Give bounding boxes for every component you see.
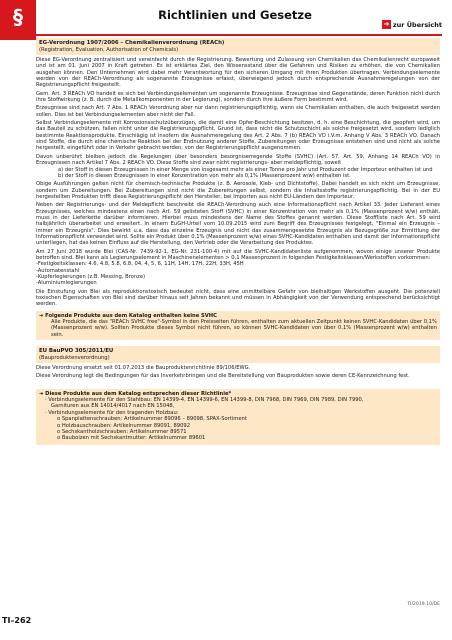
bullet-item: · Verbindungselemente für den tragenden Holzbau: xyxy=(45,409,179,416)
material-line: -Kupferlegierungen (z.B. Messing, Bronze) xyxy=(36,274,146,280)
list-item: a) der Stoff in diesen Erzeugnissen in einer Menge von insgesamt mehr als einer Tonne pro Jahr und Produzent oder Importeur enthalten ist und xyxy=(58,166,433,173)
page-number: TI–262 xyxy=(2,616,32,625)
main-content xyxy=(36,38,440,445)
sub-bullet-item: o Holzbauschrauben: Artikelnummer 89091, 89092 xyxy=(57,422,190,429)
toc-link[interactable] xyxy=(382,20,442,29)
paragraph: Diese Verordnung ersetzt seit 01.07.2013 die Bauproduktenrichtlinie 89/106/EWG. xyxy=(36,365,251,372)
sub-bullet-item: o Bauboizen mit Sechskantmutter: Artikelnummer 89601 xyxy=(57,435,206,442)
material-line: -Automatenstahl xyxy=(36,267,80,274)
reach-heading: EG-Verordnung 1907/2006 – Chemikalienverordnung (REACh) xyxy=(39,40,225,46)
svhc-info-box xyxy=(36,311,440,340)
title-divider xyxy=(36,34,442,36)
list-item: b) der Stoff in diesen Erzeugnissen in einer Konzentration von mehr als 0,1% (Massenprozent w/w) enthalten ist. xyxy=(58,172,351,179)
paragraph: Obige Ausführungen gelten nicht für chemisch-technische Produkte (z. B. Aerosole, Kleb- und Dichtstoffe). Dabei handelt es sich nicht um Erzeugnisse, sondern um Zubereitungen. Bei Zubereitungen sind nicht die Zubereitungen selbst, sondern die Inhaltsstoffe registrierungspflichtig. Bei in der EU hergestellten Produkten trifft diese Registrierungspflicht den Hersteller, bei Importen aus nicht EU-Ländern den Importeur. xyxy=(36,181,440,200)
baupvo-heading: EU BauPVO 305/2011/EU xyxy=(39,348,114,355)
paragraph: Selbst Verbindungselemente mit Korrosionsschutzüberzügen, die damit eine Opfer-Beschichtung besitzen, d. h. eine Beschichtung, die geopfert wird, um das Bauteil zu schützen, fallen nicht unter die Registrierungspflicht. Grund ist, dass nicht die Schutzschicht als solche freigesetzt wird, sondern lediglich bestimmte Reaktionsprodukte. Einschlägig ist insofern die Ausnahmeregelung des Art. 2 Abs. 7 (b) REACh VO i.V.m. Anhang V Abs. 3 REACh VO. Danach sind Stoffe, die durch eine chemische Reaktion bei der Endnutzung anderer Stoffe, Zubereitungen oder Erzeugnisse entstehen sind und nicht als solche hergestellt, eingeführt oder in Verkehr gebracht werden, von der Registrierungspflicht ausgenommen. xyxy=(36,120,440,152)
paragraph: Am 27 Juni 2018 wurde Blei (CAS-Nr. 7439-92-1, EG-Nr. 231-100-4) mit auf die SVHC-Kandidatenliste aufgenommen, wovon einige unserer Produkte betroffen sind. Blei kann als Legierungselement in Maschinenelementen > 0,1 Massenprozent in folgenden Festigkeitsklassen/Werkstoffen vorkommen: xyxy=(36,248,440,261)
paragraph: Davon unberührt bleiben jedoch die Regelungen über besonders besorgniserregende Stoffe (SVHC) (Art. 57, Art. 59, Anhang 14 REACh VO) in Erzeugnissen nach Artikel 7 Abs. 2 REACh VO. Diese Stoffe sind zwar nicht registrierungs- aber meldepflichtig, soweit xyxy=(36,153,440,167)
svhc-box-title: ➜ Folgende Produkte aus dem Katalog enthalten keine SVHC xyxy=(39,312,217,319)
toc-label: zur Übersicht xyxy=(392,20,442,29)
material-line: -Aluminiumlegierungen xyxy=(36,280,97,287)
paragraph: Die Einstufung von Blei als reproduktionstoxisch bedeutet nicht, dass eine unmittelbare Gefahr von bleihaltigen Werkstoffen ausgeht. Die potenziell toxischen Eigenschaften von Blei sind darüber hinaus seit Jahren bekannt und müssen in Abhängigkeit von der Verwendung entsprechend berücksichtigt werden. xyxy=(36,288,440,308)
paragraph: Diese Verordnung legt die Bedingungen für das Inverkehrbringen und die Bereitstellung von Bauprodukten sowie deren CE-Kennzeichnung fest. xyxy=(36,373,410,380)
baupvo-heading-box xyxy=(36,346,440,363)
cpr-products-box xyxy=(36,389,440,445)
baupvo-subheading: (Bauproduktenverordnung) xyxy=(39,354,110,361)
paragraph: Erzeugnisse sind nach Art. 7 Abs. 1 REACh Verordnung aber nur dann registrierungspflichtig, wenn sie Chemikalien enthalten, die auch freigesetzt werden sollen. Dies ist bei Verbindungselementen aber nicht der Fall. xyxy=(36,105,440,118)
paragraph: Diese EG-Verordnung zentralisiert und vereinfacht durch die Registrierung, Bewertung und Zulassung von Chemikalien das Chemikalienrecht europaweit und ist am 01. Juni 2007 in Kraft getreten. Es ist erklärtes Ziel, den Wissensstand über die Gefahren und Risiken zu erhöhen, die von Chemikalien ausgehen können. Den Unternehmen wird dabei mehr Verantwortung für den sicheren Umgang mit ihren Produkten übertragen. Verbindungselemente werden von der REACh-Verordnung als sogenannte Erzeugnisse erfasst, überwiegend jedoch durch entsprechende Ausnahmeregelungen von der Registrierungspflicht freigestellt. xyxy=(36,57,440,89)
reach-subheading: (Registration, Evaluation, Authorisation of Chemicals) xyxy=(39,46,179,53)
paragraph: Gem. Art. 3 REACh VO handelt es sich bei Verbindungselementen um sogenannte Erzeugnisse. Erzeugnisse sind Gegenstände, deren Funktion nicht durch ihre Stoffwirkung (z. B. durch die Metallkomponenten in der Legierung), sondern durch ihre äußere Form bestimmt wird. xyxy=(36,90,440,104)
page-title: Richtlinien und Gesetze xyxy=(158,8,312,22)
material-line: -Festigkeitsklassen: 4.6, 4.8, 5.8, 6.8, 04, 4, 5, 6, 11H, 14H, 17H, 22H, 33H, 45H xyxy=(36,261,244,268)
section-logo xyxy=(0,0,36,40)
document-code: TI/2019.10/DE xyxy=(407,602,440,607)
reach-heading-box xyxy=(36,38,440,55)
bullet-continuation: Garnituren aus EN 14014/4017 nach EN 15048, xyxy=(51,403,175,410)
cpr-box-title: ➜ Diese Produkte aus dem Katalog entsprechen dieser Richtlinie* xyxy=(39,390,232,397)
paragraph: Neben der Registrierungs- und der Meldepflicht beschreibt die REACh-Verordnung auch eine Informationspflicht nach Artikel 33. Jeder Lieferant eines Erzeugnisses, welches mindestens einen nach Art. 59 gelisteten Stoff (SVHC) in einer Konzentration von mehr als 0,1% (Massenprozent w/w) enthält, muss in der Lieferkette darüber informieren. Hierbei muss mindestens der Name des Stoffes genannt werden. Diese Stoffliste nach Art. 59 wird halbjährlich überarbeitet und erweitert. In einem EuGH-Urteil vom 10.09.2015 wird zum Begriff des Erzeugnisses festgelegt, "Einmal ein Erzeugnis – immer ein Erzeugnis". Dies bewirkt u.a. dass das einzelne Erzeugnis und nicht das zusammengesetzte Erzeugnis als Bezugsgröße zur Ermittlung der Informationspflicht verwendet wird. Sollte ein Produkt über 0,1% (Massenprozent w/w) eines SVHC-Kandidaten enthalten und damit der Informationspflicht unterliegen, hat das keinen Einfluss auf die Herstellung, den Vertrieb oder die Verarbeitung des Produktes. xyxy=(36,202,440,247)
svhc-box-text: Alle Produkte, die das "REACh SVHC free"-Symbol in den Preisseiten führen, enthalten zum aktuellen Zeitpunkt keinen SVHC-Kandidaten über 0,1% (Massenprozent w/w). Sollten Produkte dieses Symbol nicht führen, so können SVHC-Kandidaten von über 0,1% (Massenprozent w/w) enthalten sein. xyxy=(51,319,437,338)
bullet-item: · Verbindungselemente für den Stahlbau: EN 14399-4, EN 14399-6, EN 14399-8, DIN 7968, DIN 7969, DIN 7989, DIN 7990, xyxy=(45,397,364,404)
sub-bullet-item: o Sechskantholzschrauben: Artikelnummer 89571 xyxy=(57,428,187,435)
sub-bullet-item: o Spanplattenschrauben: Artikelnummer 89096 – 89098, SPAX-Sortiment xyxy=(57,416,247,423)
arrow-right-icon: ➜ xyxy=(383,20,390,28)
paragraph-icon: § xyxy=(13,5,23,29)
spacer xyxy=(36,380,440,386)
